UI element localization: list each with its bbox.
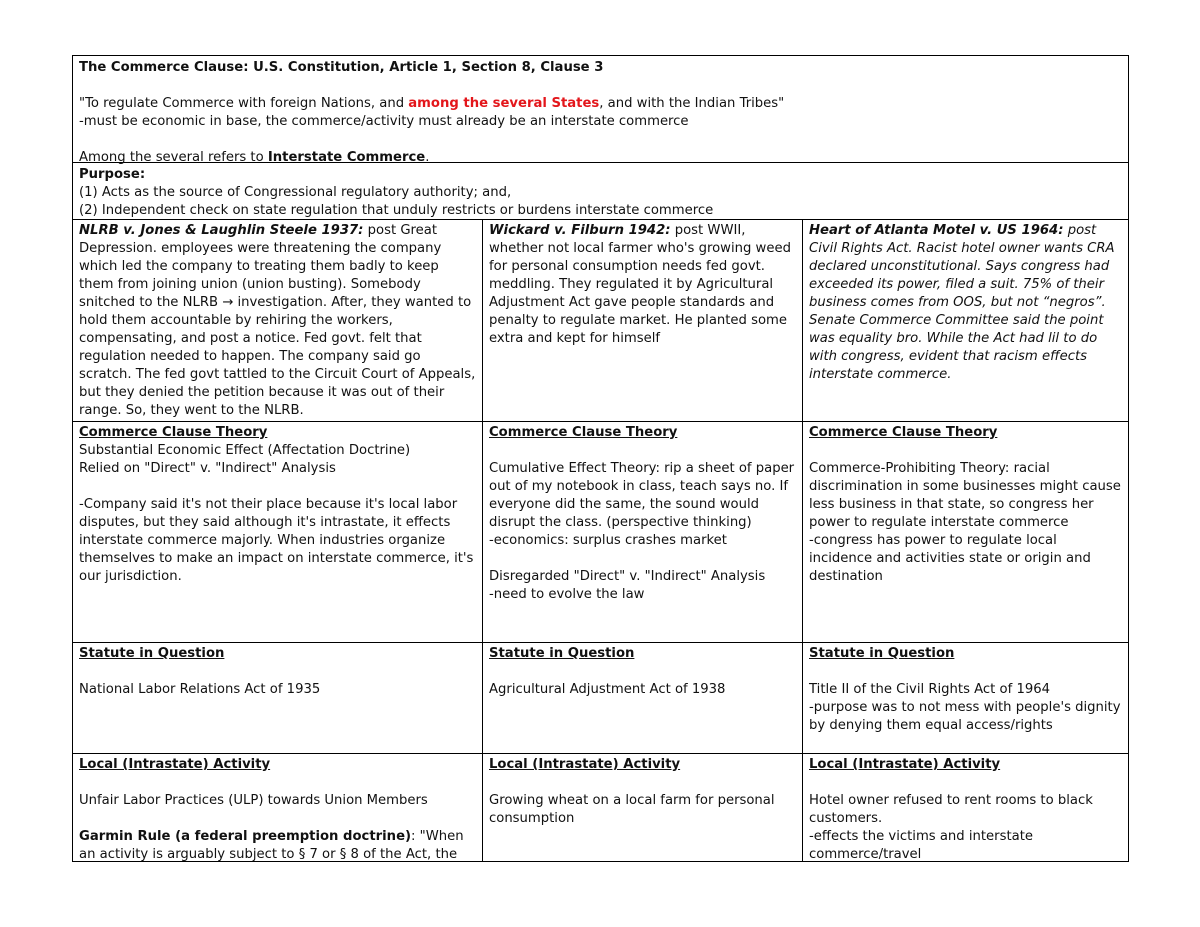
statute-cell-wickard [483,643,803,753]
local-heading: Local (Intrastate) Activity [489,757,681,772]
local-heading: Local (Intrastate) Activity [79,757,271,772]
purpose-section [73,163,1128,220]
theory-row [73,422,1128,643]
interstate-commerce-term: Interstate Commerce [267,150,426,165]
garmin-rule-text: : "When an activity is arguably subject to § 7 or § 8 of the Act, the [79,829,464,861]
local-cell-heart-of-atlanta [803,754,1128,861]
local-heading: Local (Intrastate) Activity [809,757,1001,772]
garmin-rule-name: Garmin Rule (a federal preemption doctrine) [79,829,412,844]
theory-analysis: Disregarded "Direct" v. "Indirect" Analysis [489,569,766,584]
local-activity: Growing wheat on a local farm for personal consumption [489,793,775,826]
purpose-item-2: (2) Independent check on state regulation that unduly restricts or burdens interstate commerce [79,203,714,218]
local-activity: Unfair Labor Practices (ULP) towards Union Members [79,793,428,808]
quote-highlight: among the several States [408,96,600,111]
theory-power-note: -congress has power to regulate local incidence and activities state or origin and destination [809,533,1091,584]
theory-economics-note: -economics: surplus crashes market [489,533,727,548]
case-name: Wickard v. Filburn 1942: [489,223,671,238]
theory-explanation: -Company said it's not their place because it's local labor disputes, but they said although it's intrastate, it effects interstate commerce majorly. When industries organize themselves to make an impact on interstate commerce, it's our jurisdiction. [79,497,474,584]
statute-row [73,643,1128,754]
case-summary: post Civil Rights Act. Racist hotel owner wants CRA declared unconstitutional. Says congress had exceeded its power, filed a suit. 75% of their business comes from OOS, but not “negros”. Senate Commerce Committee said the point was equality bro. While the Act had lil to do with congress, evident that racism effects interstate commerce. [809,223,1115,382]
theory-cell-heart-of-atlanta [803,422,1128,642]
case-name: NLRB v. Jones & Laughlin Steele 1937: [79,223,364,238]
statute-cell-nlrb [73,643,483,753]
local-cell-nlrb [73,754,483,861]
theory-cell-wickard [483,422,803,642]
theory-evolve-note: -need to evolve the law [489,587,645,602]
among-period: . [425,150,430,165]
theory-heading: Commerce Clause Theory [489,425,678,440]
statute-heading: Statute in Question [489,646,635,661]
header-section [73,56,1128,163]
theory-name: Substantial Economic Effect (Affectation Doctrine) [79,443,411,458]
case-summary: post Great Depression. employees were threatening the company which led the company to treating them badly to keep them from joining union (union busting). Somebody snitched to the NLRB → investigation. After, they wanted to hold them accountable by rehiring the workers, compensating, and post a notice. Fed govt. felt that regulation needed to happen. The company said go scratch. The fed govt tattled to the Circuit Court of Appeals, but they denied the petition because it was out of their range. So, they went to the NLRB. [79,223,476,418]
among-text: Among the several refers to [79,150,268,165]
theory-analysis: Relied on "Direct" v. "Indirect" Analysis [79,461,336,476]
statute-name: Title II of the Civil Rights Act of 1964 [809,682,1051,697]
statute-cell-heart-of-atlanta [803,643,1128,753]
theory-heading: Commerce Clause Theory [809,425,998,440]
case-summary: post WWII, whether not local farmer who's growing weed for personal consumption needs fed govt. meddling. They regulated it by Agricultural Adjustment Act gave people standards and penalty to regulate market. He planted some extra and kept for himself [489,223,791,346]
statute-heading: Statute in Question [809,646,955,661]
case-name: Heart of Atlanta Motel v. US 1964: [809,223,1064,238]
case-cell-wickard [483,220,803,421]
case-cell-nlrb [73,220,483,421]
theory-explanation: Cumulative Effect Theory: rip a sheet of paper out of my notebook in class, teach says no. If everyone did the same, the sound would disrupt the class. (perspective thinking) [489,461,795,530]
purpose-label: Purpose: [79,167,146,182]
clause-quote [79,95,1122,113]
statute-purpose: -purpose was to not mess with people's dignity by denying them equal access/rights [809,700,1121,733]
quote-text-end: , and with the Indian Tribes" [599,96,785,111]
notes-table [72,55,1129,862]
theory-explanation: Commerce-Prohibiting Theory: racial discrimination in some businesses might cause less business in that state, so congress her power to regulate interstate commerce [809,461,1121,530]
quote-text-start: "To regulate Commerce with foreign Nations, and [79,96,409,111]
statute-name: National Labor Relations Act of 1935 [79,682,321,697]
theory-heading: Commerce Clause Theory [79,425,268,440]
local-activity-row [73,754,1128,861]
statute-heading: Statute in Question [79,646,225,661]
garmin-rule [79,828,476,861]
purpose-item-1: (1) Acts as the source of Congressional regulatory authority; and, [79,185,512,200]
case-cell-heart-of-atlanta [803,220,1128,421]
local-cell-wickard [483,754,803,861]
local-activity: Hotel owner refused to rent rooms to black customers. [809,793,1093,826]
theory-cell-nlrb [73,422,483,642]
document-title: The Commerce Clause: U.S. Constitution, Article 1, Section 8, Clause 3 [79,60,604,75]
clause-note: -must be economic in base, the commerce/activity must already be an interstate commerce [79,114,689,129]
statute-name: Agricultural Adjustment Act of 1938 [489,682,726,697]
cases-row [73,220,1128,422]
local-effect: -effects the victims and interstate commerce/travel [809,829,1033,861]
